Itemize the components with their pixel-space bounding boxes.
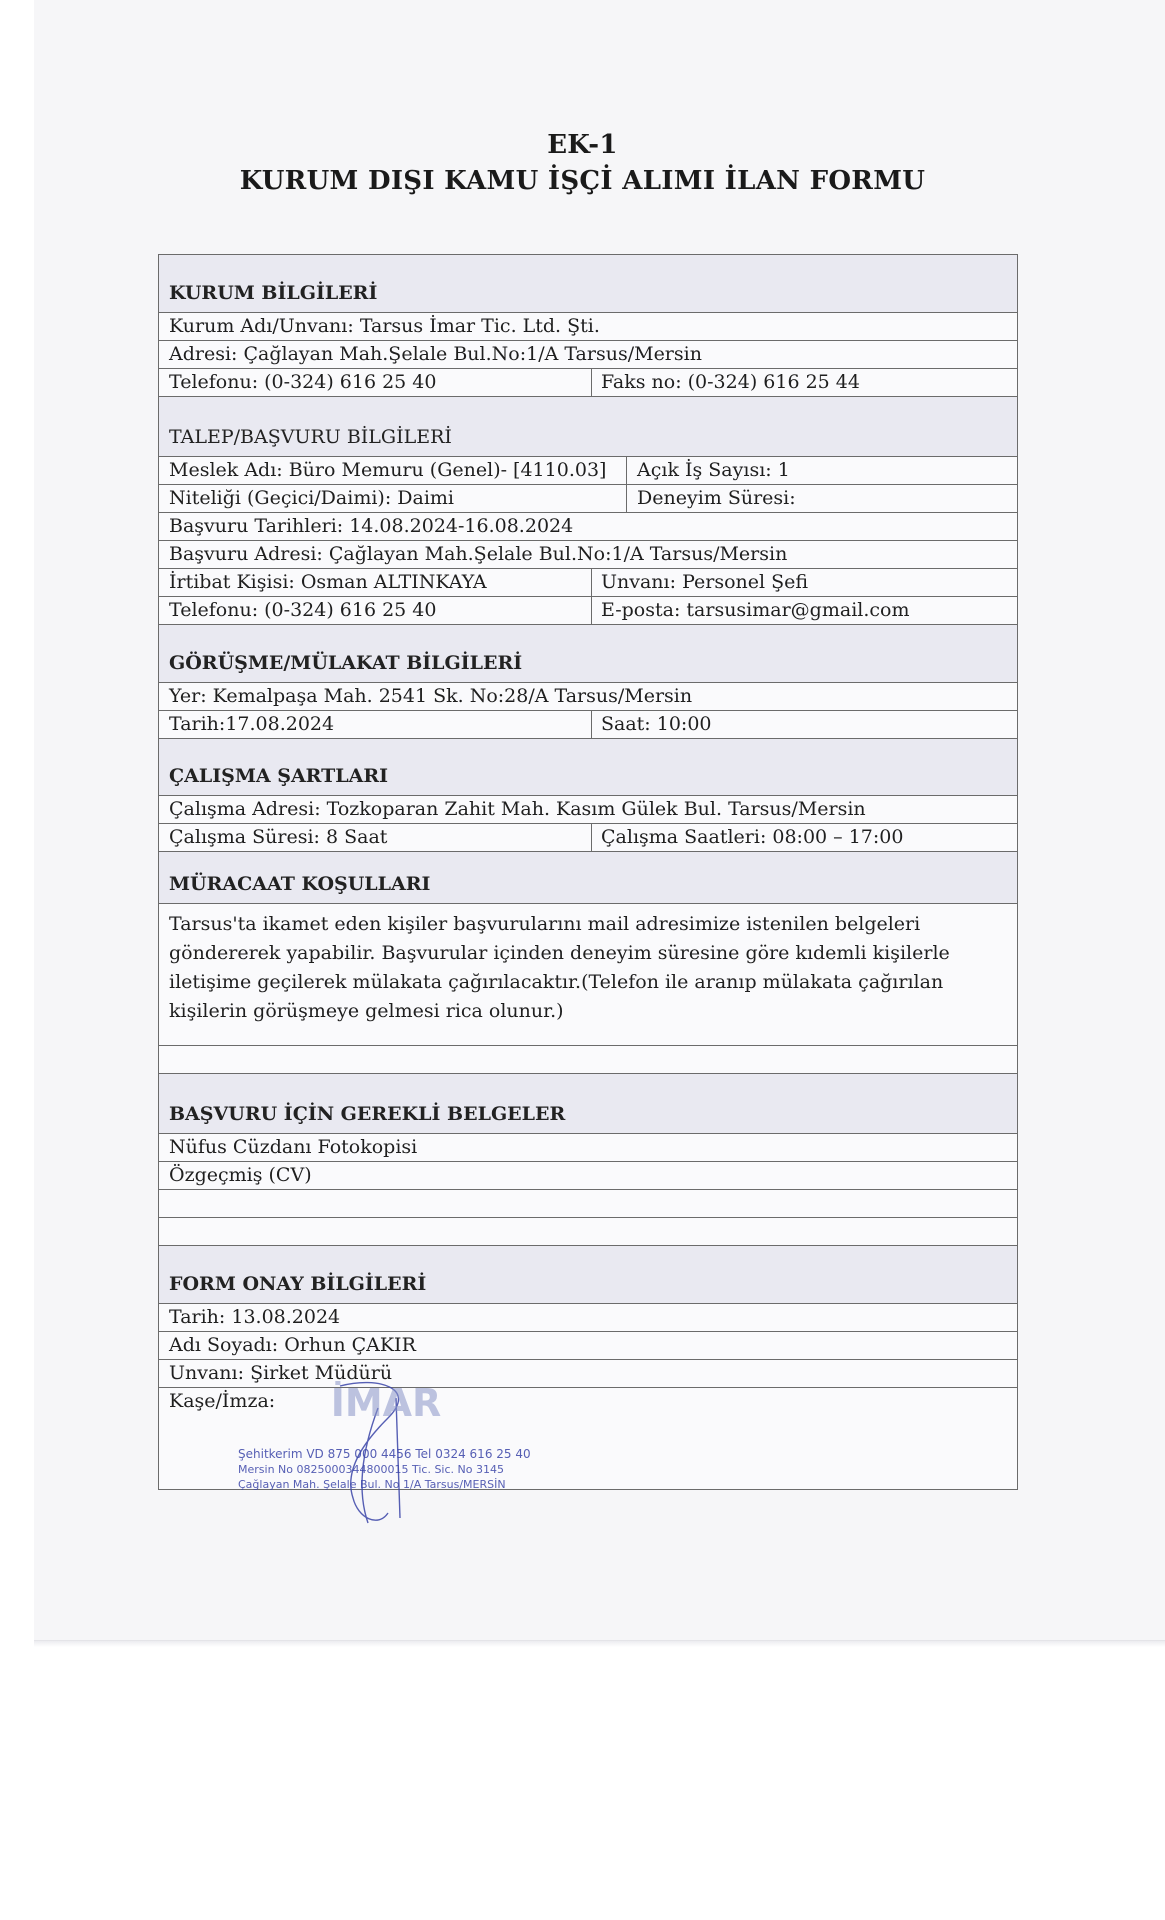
irtibat-kisisi: İrtibat Kişisi: Osman ALTINKAYA	[169, 571, 487, 593]
section-title-kurum: KURUM BİLGİLERİ	[169, 282, 378, 304]
column-divider	[591, 711, 592, 738]
gorusme-tarih: Tarih:17.08.2024	[169, 713, 335, 735]
section-muracaat	[159, 851, 1017, 903]
row-belge	[159, 1161, 1017, 1189]
row-belge	[159, 1217, 1017, 1245]
row-meslek	[159, 456, 1017, 484]
talep-eposta: E-posta: tarsusimar@gmail.com	[601, 599, 910, 621]
muracaat-line: Tarsus'ta ikamet eden kişiler başvurularını mail adresimize istenilen belgeleri	[169, 913, 921, 935]
acik-is-sayisi: Açık İş Sayısı: 1	[637, 459, 790, 481]
stamp-line1: Şehitkerim VD 875 000 4456 Tel 0324 616 25 40	[238, 1447, 531, 1461]
row-gorusme-tarih	[159, 710, 1017, 738]
kurum-telefon: Telefonu: (0-324) 616 25 40	[169, 371, 437, 393]
stamp-line3: Çağlayan Mah. Şelale Bul. No 1/A Tarsus/MERSİN	[238, 1478, 506, 1491]
row-onay-tarih	[159, 1303, 1017, 1331]
gorusme-saat: Saat: 10:00	[601, 713, 712, 735]
row-basvuru-adresi	[159, 540, 1017, 568]
section-title-muracaat: MÜRACAAT KOŞULLARI	[169, 873, 431, 895]
document-code: EK-1	[547, 130, 618, 160]
company-stamp	[228, 1378, 548, 1528]
gorusme-yer: Yer: Kemalpaşa Mah. 2541 Sk. No:28/A Tarsus/Mersin	[169, 685, 693, 707]
column-divider	[591, 369, 592, 396]
basvuru-adresi: Başvuru Adresi: Çağlayan Mah.Şelale Bul.No:1/A Tarsus/Mersin	[169, 543, 788, 565]
row-calisma-sure	[159, 823, 1017, 851]
onay-unvani: Unvanı: Şirket Müdürü	[169, 1362, 393, 1384]
row-kurum-adi	[159, 312, 1017, 340]
section-talep	[159, 396, 1017, 456]
row-niteligi	[159, 484, 1017, 512]
talep-telefon: Telefonu: (0-324) 616 25 40	[169, 599, 437, 621]
irtibat-unvan: Unvanı: Personel Şefi	[601, 571, 809, 593]
stamp-logo-text: İMAR	[330, 1381, 442, 1425]
meslek-adi: Meslek Adı: Büro Memuru (Genel)- [4110.03]	[169, 459, 607, 481]
section-belgeler	[159, 1073, 1017, 1133]
calisma-suresi: Çalışma Süresi: 8 Saat	[169, 826, 388, 848]
column-divider	[591, 597, 592, 624]
section-title-gorusme: GÖRÜŞME/MÜLAKAT BİLGİLERİ	[169, 652, 523, 674]
row-belge	[159, 1133, 1017, 1161]
calisma-saatleri: Çalışma Saatleri: 08:00 – 17:00	[601, 826, 904, 848]
page-shadow	[34, 1641, 1165, 1647]
kase-imza-label: Kaşe/İmza:	[169, 1390, 276, 1412]
row-talep-telefon	[159, 596, 1017, 624]
section-gorusme	[159, 624, 1017, 682]
calisma-adresi: Çalışma Adresi: Tozkoparan Zahit Mah. Kasım Gülek Bul. Tarsus/Mersin	[169, 798, 866, 820]
onay-adi-soyadi: Adı Soyadı: Orhun ÇAKIR	[169, 1334, 416, 1356]
stamp-line2: Mersin No 0825000344800015 Tic. Sic. No 3145	[238, 1463, 504, 1476]
deneyim-suresi: Deneyim Süresi:	[637, 487, 796, 509]
section-calisma	[159, 738, 1017, 795]
kurum-adi: Kurum Adı/Unvanı: Tarsus İmar Tic. Ltd. Şti.	[169, 315, 600, 337]
row-empty	[159, 1045, 1017, 1073]
row-basvuru-tarihleri	[159, 512, 1017, 540]
column-divider	[591, 824, 592, 851]
column-divider	[626, 485, 627, 512]
section-title-calisma: ÇALIŞMA ŞARTLARI	[169, 765, 389, 787]
section-onay	[159, 1245, 1017, 1303]
section-title-onay: FORM ONAY BİLGİLERİ	[169, 1273, 427, 1295]
application-form	[158, 254, 1018, 1490]
row-kurum-telefon	[159, 368, 1017, 396]
column-divider	[591, 569, 592, 596]
basvuru-tarihleri: Başvuru Tarihleri: 14.08.2024-16.08.2024	[169, 515, 574, 537]
row-gorusme-yer	[159, 682, 1017, 710]
muracaat-line: kişilerin görüşmeye gelmesi rica olunur.)	[169, 1000, 564, 1022]
muracaat-paragraph	[169, 910, 999, 1026]
muracaat-line: iletişime geçilerek mülakata çağırılacaktır.(Telefon ile aranıp mülakata çağırılan	[169, 971, 944, 993]
niteligi: Niteliği (Geçici/Daimi): Daimi	[169, 487, 454, 509]
kurum-adres: Adresi: Çağlayan Mah.Şelale Bul.No:1/A Tarsus/Mersin	[169, 343, 702, 365]
row-onay-adi	[159, 1331, 1017, 1359]
onay-tarih: Tarih: 13.08.2024	[169, 1306, 341, 1328]
column-divider	[626, 457, 627, 484]
row-muracaat-text	[159, 903, 1017, 1045]
section-kurum	[159, 255, 1017, 312]
row-irtibat	[159, 568, 1017, 596]
row-belge	[159, 1189, 1017, 1217]
section-title-talep: TALEP/BAŞVURU BİLGİLERİ	[169, 426, 452, 448]
belge-item: Nüfus Cüzdanı Fotokopisi	[169, 1136, 418, 1158]
section-title-belgeler: BAŞVURU İÇİN GEREKLİ BELGELER	[169, 1103, 566, 1125]
row-kurum-adres	[159, 340, 1017, 368]
muracaat-line: göndererek yapabilir. Başvurular içinden deneyim süresine göre kıdemli kişilerle	[169, 942, 950, 964]
row-calisma-adres	[159, 795, 1017, 823]
kurum-faks: Faks no: (0-324) 616 25 44	[601, 371, 860, 393]
belge-item: Özgeçmiş (CV)	[169, 1164, 312, 1186]
document-title: KURUM DIŞI KAMU İŞÇİ ALIMI İLAN FORMU	[239, 166, 926, 196]
